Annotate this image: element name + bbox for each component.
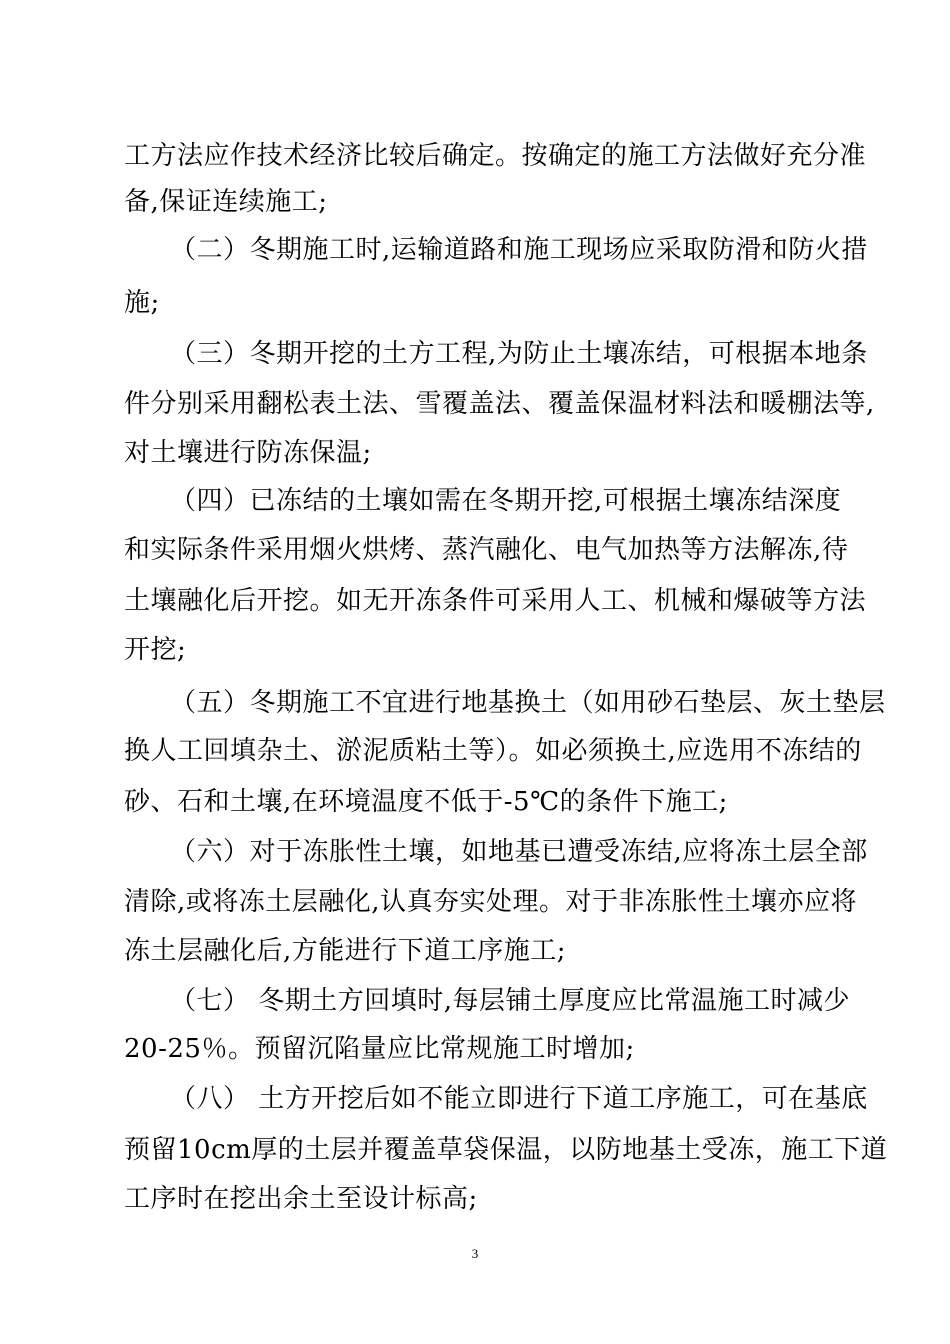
text-line: 20-25％。预留沉陷量应比常规施工时增加; bbox=[124, 1034, 635, 1064]
text-line: 土壤融化后开挖。如无开冻条件可采用人工、机械和爆破等方法 bbox=[124, 586, 867, 616]
text-line: （六）对于冻胀性土壤，如地基已遭受冻结,应将冻土层全部 bbox=[170, 837, 868, 867]
text-line: 换人工回填杂土、淤泥质粘土等）。如必须换土,应选用不冻结的 bbox=[124, 736, 862, 766]
text-line: 施; bbox=[124, 288, 160, 318]
text-line: （四）已冻结的土壤如需在冬期开挖,可根据土壤冻结深度 bbox=[170, 486, 842, 516]
text-line: 工序时在挖出余土至设计标高; bbox=[124, 1184, 478, 1214]
text-line: 工方法应作技术经济比较后确定。按确定的施工方法做好充分准 bbox=[124, 141, 867, 171]
page-number: 3 bbox=[471, 1246, 479, 1261]
text-line: 清除,或将冻土层融化,认真夯实处理。对于非冻胀性土壤亦应将 bbox=[124, 887, 858, 917]
text-line: 预留10cm厚的土层并覆盖草袋保温，以防地基土受冻，施工下道 bbox=[124, 1135, 888, 1165]
text-line: 件分别采用翻松表土法、雪覆盖法、覆盖保温材料法和暖棚法等, bbox=[124, 389, 875, 419]
text-line: （三）冬期开挖的土方工程,为防止土壤冻结，可根据本地条 bbox=[170, 339, 868, 369]
text-line: 备,保证连续施工; bbox=[124, 187, 328, 217]
text-line: 开挖; bbox=[124, 635, 187, 665]
text-line: （七） 冬期土方回填时,每层铺土厚度应比常温施工时减少 bbox=[170, 986, 851, 1016]
text-line: 对土壤进行防冻保温; bbox=[124, 438, 372, 468]
text-line: （二）冬期施工时,运输道路和施工现场应采取防滑和防火措 bbox=[170, 235, 868, 265]
text-line: （五）冬期施工不宜进行地基换土（如用砂石垫层、灰土垫层 bbox=[170, 688, 886, 718]
text-line: 冻土层融化后,方能进行下道工序施工; bbox=[124, 936, 567, 966]
text-line: 和实际条件采用烟火烘烤、蒸汽融化、电气加热等方法解冻,待 bbox=[124, 535, 849, 565]
text-line: （八） 土方开挖后如不能立即进行下道工序施工，可在基底 bbox=[170, 1084, 868, 1114]
text-line: 砂、石和土壤,在环境温度不低于-5℃的条件下施工; bbox=[124, 787, 728, 817]
